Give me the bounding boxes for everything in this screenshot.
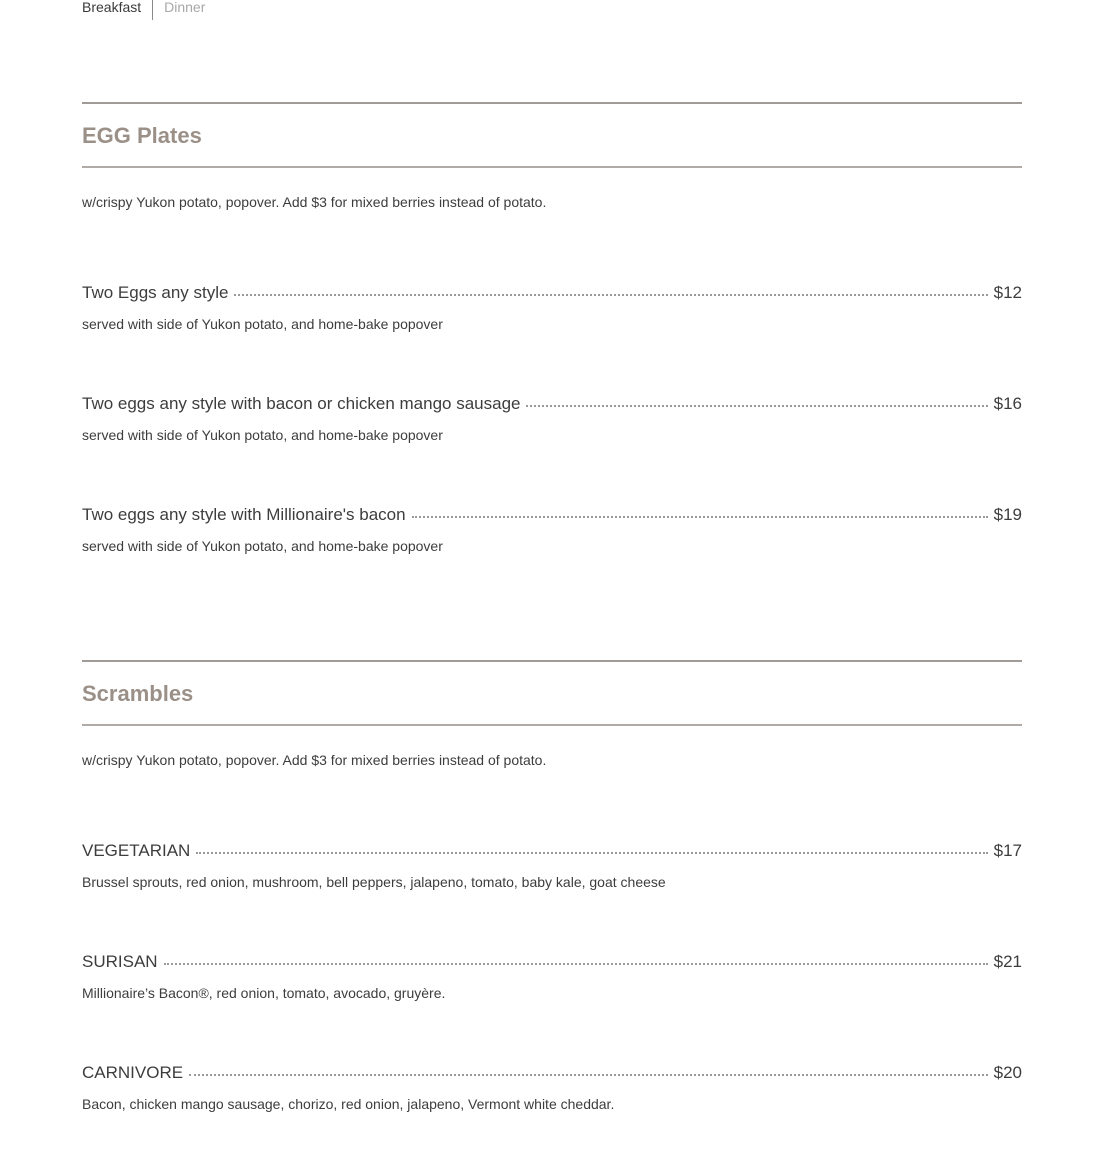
item-price: $21 xyxy=(993,952,1022,971)
section-egg-plates xyxy=(82,102,1022,554)
tab-breakfast[interactable]: Breakfast xyxy=(82,0,142,15)
menu-item xyxy=(82,951,1022,1001)
section-note: w/crispy Yukon potato, popover. Add $3 for mixed berries instead of potato. xyxy=(82,752,547,768)
item-description: served with side of Yukon potato, and home-bake popover xyxy=(82,538,443,554)
section-title: Scrambles xyxy=(82,681,194,706)
item-description: Bacon, chicken mango sausage, chorizo, red onion, jalapeno, Vermont white cheddar. xyxy=(82,1096,615,1112)
item-description: served with side of Yukon potato, and home-bake popover xyxy=(82,427,443,443)
item-price: $16 xyxy=(993,394,1022,413)
menu-item xyxy=(82,393,1022,443)
item-name: SURISAN xyxy=(82,952,158,971)
item-price: $19 xyxy=(993,505,1022,524)
item-description: Brussel sprouts, red onion, mushroom, bell peppers, jalapeno, tomato, baby kale, goat cheese xyxy=(82,874,666,890)
dot-leader xyxy=(189,1074,988,1076)
menu-item xyxy=(82,1062,1022,1112)
menu-tabs xyxy=(82,0,205,20)
section-header xyxy=(82,102,1022,168)
dot-leader xyxy=(526,405,987,407)
section-title: EGG Plates xyxy=(82,123,202,148)
item-name: Two eggs any style with bacon or chicken mango sausage xyxy=(82,394,521,413)
dot-leader xyxy=(412,516,988,518)
item-description: served with side of Yukon potato, and home-bake popover xyxy=(82,316,443,332)
menu-item xyxy=(82,504,1022,554)
section-scrambles xyxy=(82,660,1022,1112)
item-price: $17 xyxy=(993,841,1022,860)
dot-leader xyxy=(196,852,987,854)
item-description: Millionaire’s Bacon®, red onion, tomato, avocado, gruyère. xyxy=(82,985,446,1001)
item-name: Two Eggs any style xyxy=(82,283,229,302)
menu-item xyxy=(82,282,1022,332)
tab-dinner[interactable]: Dinner xyxy=(164,0,206,15)
item-price: $20 xyxy=(993,1063,1022,1082)
item-name: VEGETARIAN xyxy=(82,841,191,860)
item-name: Two eggs any style with Millionaire's bacon xyxy=(82,505,406,524)
dot-leader xyxy=(164,963,988,965)
section-header xyxy=(82,660,1022,726)
dot-leader xyxy=(234,294,987,296)
item-name: CARNIVORE xyxy=(82,1063,184,1082)
item-price: $12 xyxy=(993,283,1022,302)
section-note: w/crispy Yukon potato, popover. Add $3 for mixed berries instead of potato. xyxy=(82,194,547,210)
menu-item xyxy=(82,840,1022,890)
